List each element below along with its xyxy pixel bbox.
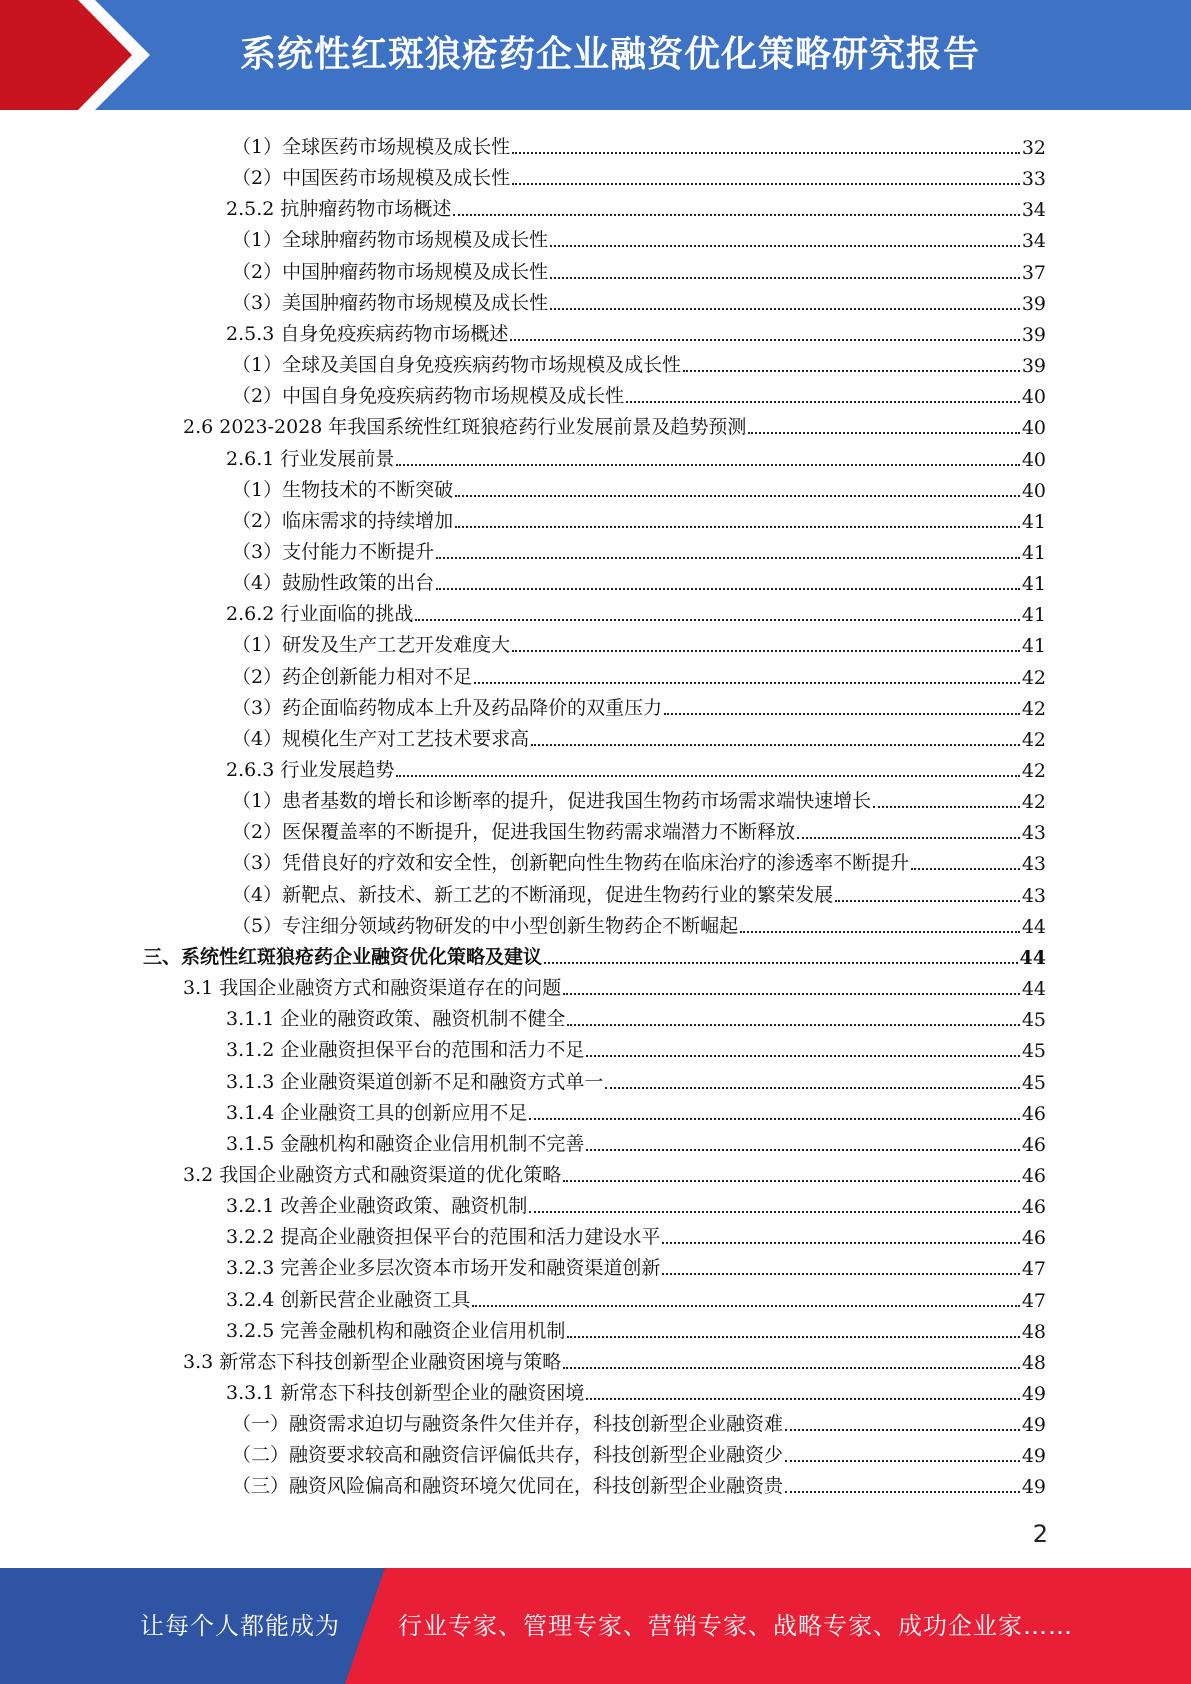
toc-entry[interactable] bbox=[226, 190, 1046, 221]
footer-slogan-right: 行业专家、管理专家、营销专家、战略专家、成功企业家…… bbox=[398, 1612, 1073, 1640]
toc-entry-page: 42 bbox=[1021, 667, 1046, 689]
toc-dot-leader bbox=[662, 1271, 1019, 1275]
toc-entry-title: （3）药企面临药物成本上升及药品降价的双重压力 bbox=[232, 697, 663, 719]
toc-entry[interactable] bbox=[232, 502, 1046, 533]
toc-dot-leader bbox=[531, 742, 1020, 746]
toc-dot-leader bbox=[586, 1147, 1019, 1151]
toc-dot-leader bbox=[455, 493, 1020, 497]
toc-entry-title: （3）支付能力不断提升 bbox=[232, 541, 435, 563]
toc-entry[interactable] bbox=[226, 1187, 1046, 1218]
toc-entry-title: 2.6.1 行业发展前景 bbox=[226, 448, 395, 470]
toc-entry-page: 46 bbox=[1021, 1196, 1046, 1218]
toc-entry[interactable] bbox=[183, 1343, 1046, 1374]
toc-entry-page: 37 bbox=[1021, 262, 1046, 284]
toc-entry[interactable] bbox=[226, 595, 1046, 626]
toc-entry-title: （1）全球及美国自身免疫疾病药物市场规模及成长性 bbox=[232, 354, 682, 376]
toc-entry-page: 47 bbox=[1021, 1290, 1046, 1312]
toc-entry-title: （二）融资要求较高和融资信评偏低共存，科技创新型企业融资少 bbox=[232, 1444, 784, 1466]
toc-entry[interactable] bbox=[232, 284, 1046, 315]
toc-dot-leader bbox=[453, 212, 1019, 216]
toc-entry-page: 49 bbox=[1021, 1445, 1046, 1467]
toc-entry-title: 3.1.1 企业的融资政策、融资机制不健全 bbox=[226, 1008, 566, 1030]
toc-entry-page: 39 bbox=[1021, 355, 1046, 377]
toc-entry[interactable] bbox=[232, 1405, 1046, 1436]
toc-dot-leader bbox=[512, 181, 1020, 185]
toc-entry-page: 46 bbox=[1021, 1134, 1046, 1156]
toc-entry-page: 45 bbox=[1021, 1009, 1046, 1031]
toc-entry[interactable] bbox=[226, 751, 1046, 782]
toc-entry-page: 49 bbox=[1021, 1476, 1046, 1498]
toc-entry[interactable] bbox=[226, 1281, 1046, 1312]
toc-entry[interactable] bbox=[143, 938, 1046, 969]
toc-entry[interactable] bbox=[232, 221, 1046, 252]
toc-entry[interactable] bbox=[232, 128, 1046, 159]
page-footer bbox=[0, 1568, 1191, 1684]
toc-entry-page: 43 bbox=[1021, 853, 1046, 875]
toc-dot-leader bbox=[567, 1022, 1019, 1026]
toc-dot-leader bbox=[662, 1240, 1019, 1244]
toc-entry-page: 49 bbox=[1021, 1383, 1046, 1405]
toc-entry-title: （1）研发及生产工艺开发难度大 bbox=[232, 634, 511, 656]
toc-entry-page: 46 bbox=[1021, 1227, 1046, 1249]
toc-entry[interactable] bbox=[226, 1218, 1046, 1249]
toc-dot-leader bbox=[550, 275, 1020, 279]
toc-entry-title: （一）融资需求迫切与融资条件欠佳并存，科技创新型企业融资难 bbox=[232, 1413, 784, 1435]
toc-entry-page: 32 bbox=[1021, 137, 1046, 159]
toc-entry[interactable] bbox=[232, 720, 1046, 751]
toc-entry-title: 2.6.3 行业发展趋势 bbox=[226, 759, 395, 781]
toc-dot-leader bbox=[550, 243, 1020, 247]
report-title: 系统性红斑狼疮药企业融资优化策略研究报告 bbox=[239, 34, 980, 75]
toc-entry-page: 41 bbox=[1021, 604, 1046, 626]
toc-dot-leader bbox=[785, 1489, 1020, 1493]
toc-dot-leader bbox=[550, 306, 1020, 310]
toc-entry[interactable] bbox=[232, 533, 1046, 564]
toc-entry[interactable] bbox=[232, 377, 1046, 408]
toc-entry-title: 2.5.2 抗肿瘤药物市场概述 bbox=[226, 198, 452, 220]
toc-entry[interactable] bbox=[232, 1467, 1046, 1498]
toc-entry-title: （1）全球医药市场规模及成长性 bbox=[232, 136, 511, 158]
toc-entry[interactable] bbox=[226, 1031, 1046, 1062]
toc-entry-title: 3.2.5 完善金融机构和融资企业信用机制 bbox=[226, 1320, 566, 1342]
toc-entry[interactable] bbox=[226, 1063, 1046, 1094]
toc-entry-title: 2.6 2023-2028 年我国系统性红斑狼疮药行业发展前景及趋势预测 bbox=[183, 416, 747, 438]
toc-entry-title: （1）生物技术的不断突破 bbox=[232, 479, 454, 501]
toc-entry[interactable] bbox=[232, 564, 1046, 595]
toc-entry-page: 39 bbox=[1021, 324, 1046, 346]
toc-dot-leader bbox=[911, 866, 1020, 870]
footer-slogan-left: 让每个人都能成为 bbox=[140, 1612, 340, 1640]
toc-entry[interactable] bbox=[232, 346, 1046, 377]
toc-entry-title: （2）临床需求的持续增加 bbox=[232, 510, 454, 532]
toc-entry-title: （2）药企创新能力相对不足 bbox=[232, 666, 473, 688]
toc-entry-title: 3.2.2 提高企业融资担保平台的范围和活力建设水平 bbox=[226, 1226, 661, 1248]
toc-entry[interactable] bbox=[232, 626, 1046, 657]
toc-dot-leader bbox=[415, 617, 1019, 621]
toc-entry[interactable] bbox=[232, 782, 1046, 813]
toc-entry[interactable] bbox=[183, 1156, 1046, 1187]
toc-dot-leader bbox=[563, 991, 1020, 995]
toc-dot-leader bbox=[567, 1334, 1019, 1338]
toc-entry[interactable] bbox=[232, 253, 1046, 284]
toc-entry-page: 42 bbox=[1021, 729, 1046, 751]
toc-entry-page: 48 bbox=[1021, 1321, 1046, 1343]
toc-entry[interactable] bbox=[232, 813, 1046, 844]
toc-entry[interactable] bbox=[226, 440, 1046, 471]
toc-entry-title: 2.6.2 行业面临的挑战 bbox=[226, 603, 414, 625]
toc-entry-page: 44 bbox=[1021, 978, 1046, 1000]
toc-entry-page: 41 bbox=[1021, 573, 1046, 595]
toc-entry-page: 33 bbox=[1021, 168, 1046, 190]
toc-entry-page: 41 bbox=[1021, 635, 1046, 657]
toc-entry-title: 3.1.3 企业融资渠道创新不足和融资方式单一 bbox=[226, 1071, 604, 1093]
toc-entry-page: 34 bbox=[1021, 230, 1046, 252]
toc-entry-title: 3.1.5 金融机构和融资企业信用机制不完善 bbox=[226, 1133, 585, 1155]
page-number: 2 bbox=[1032, 1520, 1048, 1548]
toc-dot-leader bbox=[748, 430, 1019, 434]
toc-entry-title: （2）中国自身免疫疾病药物市场规模及成长性 bbox=[232, 385, 625, 407]
toc-dot-leader bbox=[529, 1116, 1019, 1120]
toc-dot-leader bbox=[605, 1085, 1019, 1089]
toc-entry-title: （4）鼓励性政策的出台 bbox=[232, 572, 435, 594]
toc-entry-title: 三、系统性红斑狼疮药企业融资优化策略及建议 bbox=[143, 946, 543, 968]
toc-dot-leader bbox=[785, 1458, 1020, 1462]
toc-entry-page: 34 bbox=[1021, 199, 1046, 221]
toc-dot-leader bbox=[563, 1178, 1020, 1182]
toc-entry-page: 40 bbox=[1021, 480, 1046, 502]
toc-entry-title: （3）凭借良好的疗效和安全性，创新靶向性生物药在临床治疗的渗透率不断提升 bbox=[232, 852, 910, 874]
toc-entry-page: 42 bbox=[1021, 698, 1046, 720]
toc-dot-leader bbox=[785, 1427, 1020, 1431]
toc-entry-title: （1）全球肿瘤药物市场规模及成长性 bbox=[232, 229, 549, 251]
toc-entry-title: 3.2.3 完善企业多层次资本市场开发和融资渠道创新 bbox=[226, 1257, 661, 1279]
toc-entry-title: （2）中国医药市场规模及成长性 bbox=[232, 167, 511, 189]
toc-entry-title: 3.1 我国企业融资方式和融资渠道存在的问题 bbox=[183, 977, 562, 999]
toc-entry-page: 47 bbox=[1021, 1258, 1046, 1280]
toc-dot-leader bbox=[740, 929, 1020, 933]
toc-entry-title: （三）融资风险偏高和融资环境欠优同在，科技创新型企业融资贵 bbox=[232, 1475, 784, 1497]
toc-entry-page: 48 bbox=[1021, 1352, 1046, 1374]
toc-dot-leader bbox=[544, 960, 1018, 964]
toc-dot-leader bbox=[529, 1209, 1019, 1213]
toc-entry-title: （2）医保覆盖率的不断提升，促进我国生物药需求端潜力不断释放 bbox=[232, 821, 796, 843]
toc-entry-page: 40 bbox=[1021, 386, 1046, 408]
toc-entry-page: 45 bbox=[1021, 1072, 1046, 1094]
toc-entry[interactable] bbox=[232, 907, 1046, 938]
toc-entry-title: 3.1.4 企业融资工具的创新应用不足 bbox=[226, 1102, 528, 1124]
toc-entry-page: 49 bbox=[1021, 1414, 1046, 1436]
toc-dot-leader bbox=[512, 150, 1020, 154]
toc-dot-leader bbox=[472, 1303, 1019, 1307]
toc-entry[interactable] bbox=[232, 876, 1046, 907]
toc-entry-title: 3.3.1 新常态下科技创新型企业的融资困境 bbox=[226, 1382, 585, 1404]
toc-entry-title: （2）中国肿瘤药物市场规模及成长性 bbox=[232, 261, 549, 283]
toc-entry[interactable] bbox=[226, 1125, 1046, 1156]
toc-entry-title: 3.2 我国企业融资方式和融资渠道的优化策略 bbox=[183, 1164, 562, 1186]
toc-entry-title: （5）专注细分领域药物研发的中小型创新生物药企不断崛起 bbox=[232, 915, 739, 937]
toc-dot-leader bbox=[797, 835, 1020, 839]
toc-dot-leader bbox=[586, 1053, 1019, 1057]
toc-entry-title: 2.5.3 自身免疫疾病药物市场概述 bbox=[226, 323, 509, 345]
toc-dot-leader bbox=[626, 399, 1020, 403]
toc-dot-leader bbox=[474, 680, 1020, 684]
toc-entry[interactable] bbox=[232, 1436, 1046, 1467]
toc-entry[interactable] bbox=[232, 689, 1046, 720]
toc-entry-page: 42 bbox=[1021, 791, 1046, 813]
toc-dot-leader bbox=[586, 1396, 1019, 1400]
toc-entry-page: 43 bbox=[1021, 885, 1046, 907]
toc-entry-title: 3.1.2 企业融资担保平台的范围和活力不足 bbox=[226, 1039, 585, 1061]
toc-entry-page: 43 bbox=[1021, 822, 1046, 844]
toc-dot-leader bbox=[455, 524, 1020, 528]
toc-dot-leader bbox=[396, 773, 1019, 777]
toc-entry[interactable] bbox=[226, 1374, 1046, 1405]
toc-entry[interactable] bbox=[232, 471, 1046, 502]
toc-entry-page: 40 bbox=[1021, 449, 1046, 471]
toc-dot-leader bbox=[683, 368, 1020, 372]
toc-dot-leader bbox=[510, 337, 1019, 341]
toc-dot-leader bbox=[436, 586, 1020, 590]
toc-entry-title: （4）新靶点、新技术、新工艺的不断涌现，促进生物药行业的繁荣发展 bbox=[232, 884, 834, 906]
toc-dot-leader bbox=[512, 648, 1020, 652]
toc-entry-page: 46 bbox=[1021, 1165, 1046, 1187]
toc-entry[interactable] bbox=[226, 315, 1046, 346]
toc-entry-page: 41 bbox=[1021, 511, 1046, 533]
toc-entry[interactable] bbox=[232, 658, 1046, 689]
toc-entry-title: 3.2.4 创新民营企业融资工具 bbox=[226, 1289, 471, 1311]
toc-entry[interactable] bbox=[226, 1000, 1046, 1031]
toc-entry-title: （3）美国肿瘤药物市场规模及成长性 bbox=[232, 292, 549, 314]
toc-entry-page: 41 bbox=[1021, 542, 1046, 564]
toc-entry-page: 40 bbox=[1021, 417, 1046, 439]
toc-entry-page: 44 bbox=[1021, 916, 1046, 938]
toc-entry[interactable] bbox=[183, 969, 1046, 1000]
toc-entry[interactable] bbox=[183, 408, 1046, 439]
toc-dot-leader bbox=[563, 1365, 1020, 1369]
toc-entry-title: （4）规模化生产对工艺技术要求高 bbox=[232, 728, 530, 750]
toc-entry-page: 42 bbox=[1021, 760, 1046, 782]
toc-entry-title: 3.2.1 改善企业融资政策、融资机制 bbox=[226, 1195, 528, 1217]
toc-dot-leader bbox=[396, 462, 1019, 466]
toc-dot-leader bbox=[873, 804, 1020, 808]
toc-entry-title: （1）患者基数的增长和诊断率的提升，促进我国生物药市场需求端快速增长 bbox=[232, 790, 872, 812]
page-header bbox=[0, 0, 1191, 110]
toc-dot-leader bbox=[664, 711, 1020, 715]
toc-entry-page: 44 bbox=[1019, 947, 1046, 969]
toc-entry-page: 45 bbox=[1021, 1040, 1046, 1062]
toc-entry[interactable] bbox=[232, 159, 1046, 190]
toc-entry-title: 3.3 新常态下科技创新型企业融资困境与策略 bbox=[183, 1351, 562, 1373]
toc-dot-leader bbox=[835, 898, 1020, 902]
toc-entry[interactable] bbox=[226, 1094, 1046, 1125]
toc-dot-leader bbox=[436, 555, 1020, 559]
toc-entry[interactable] bbox=[226, 1312, 1046, 1343]
toc-entry[interactable] bbox=[232, 844, 1046, 875]
toc-entry-page: 46 bbox=[1021, 1103, 1046, 1125]
toc-entry[interactable] bbox=[226, 1249, 1046, 1280]
toc-entry-page: 39 bbox=[1021, 293, 1046, 315]
